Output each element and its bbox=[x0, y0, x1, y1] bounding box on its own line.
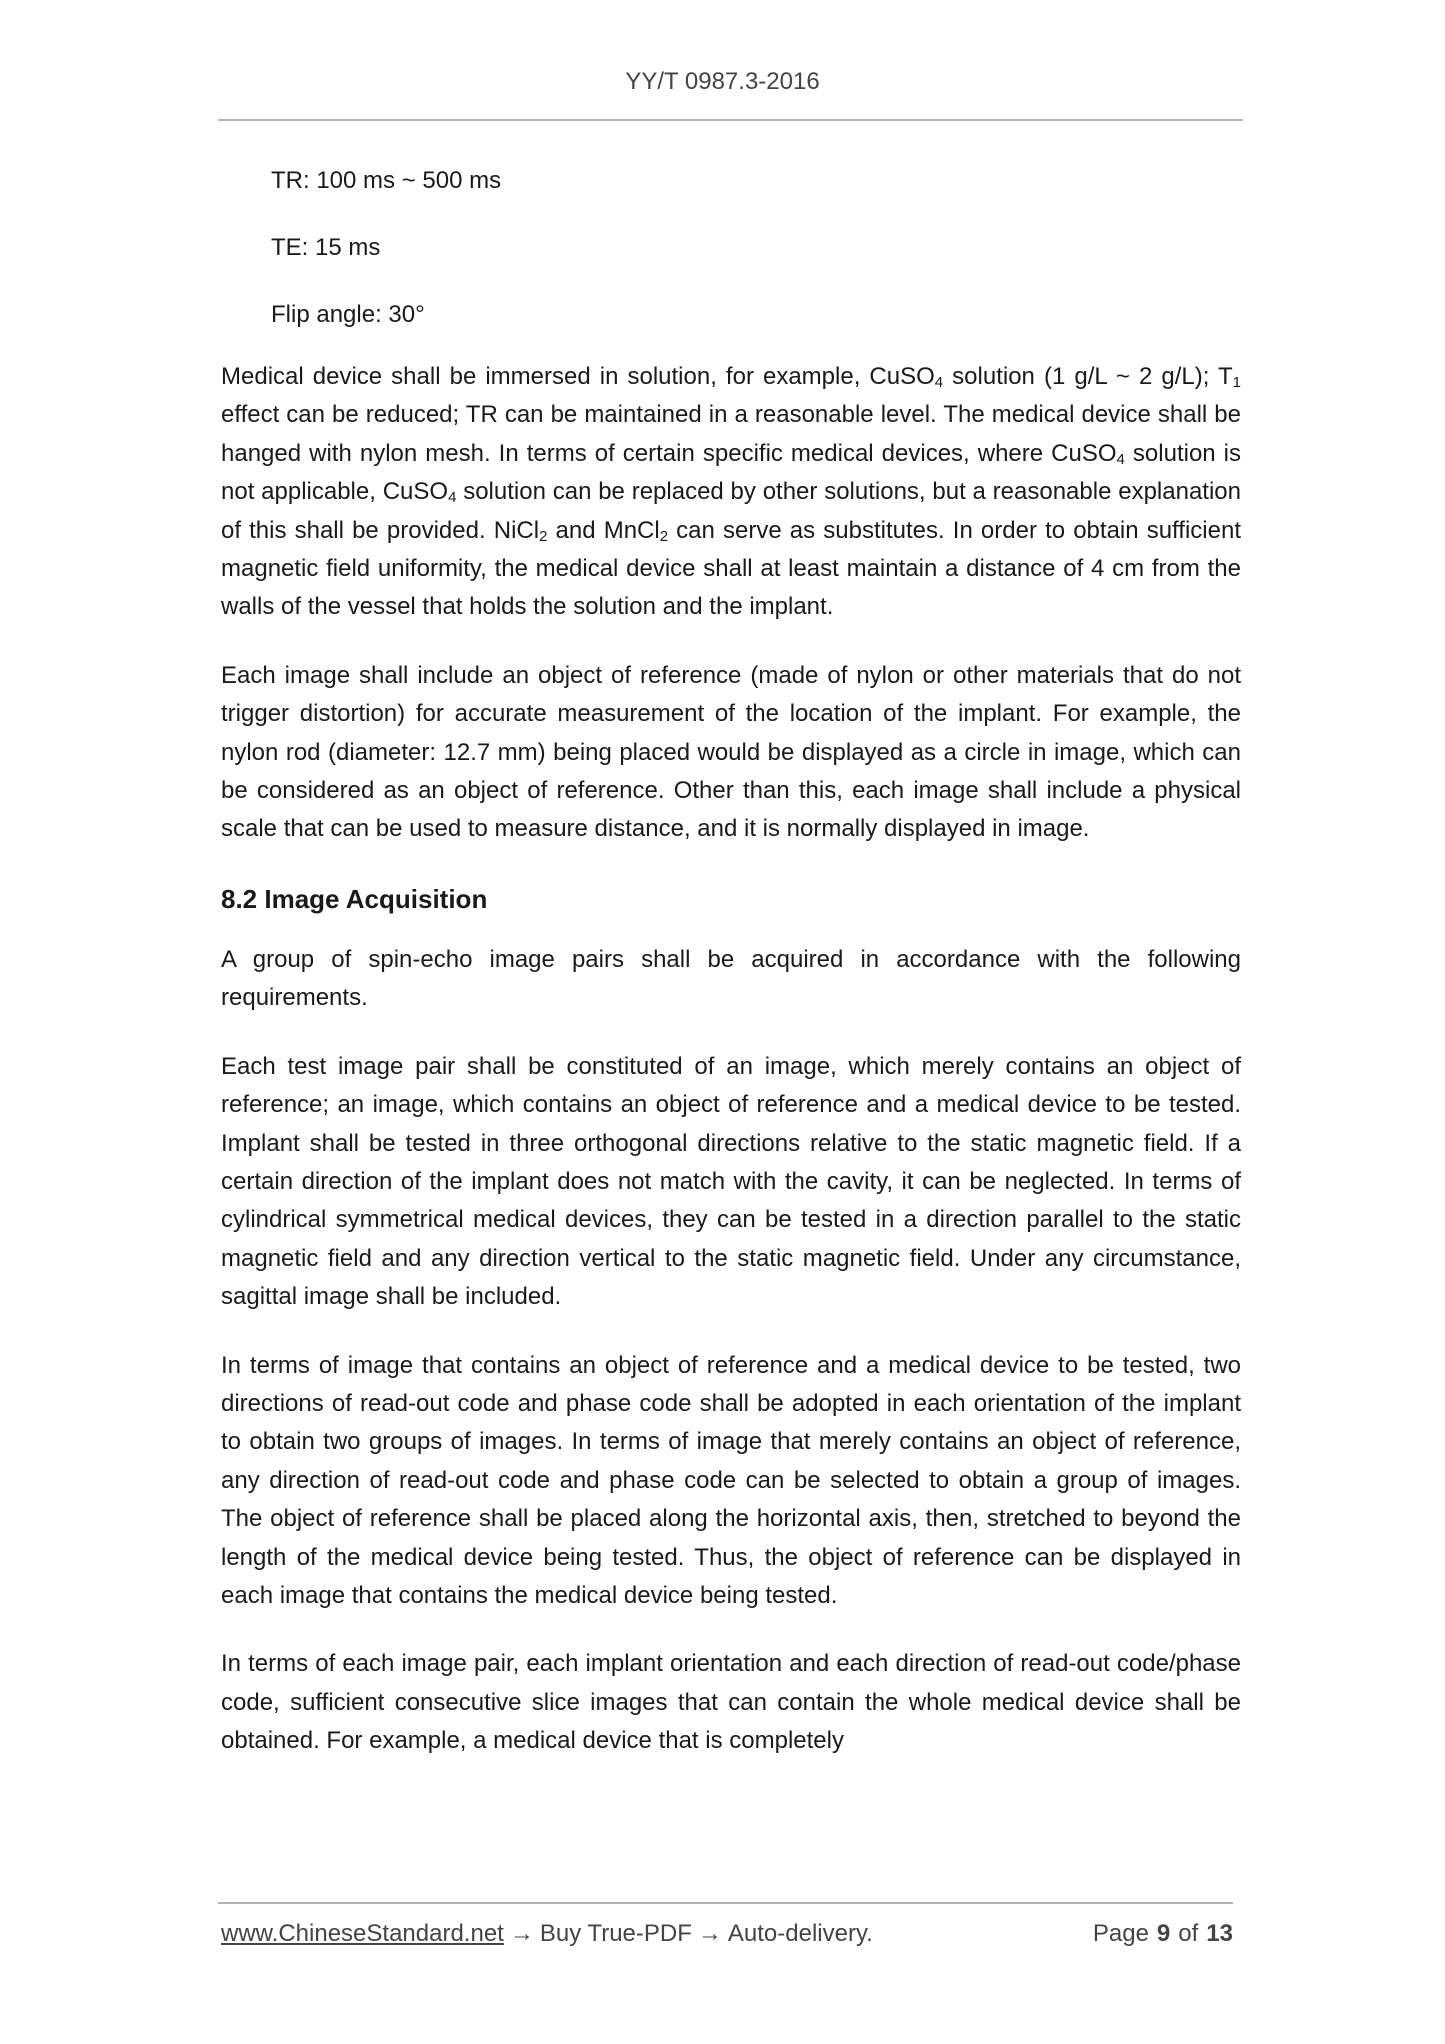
page-content bbox=[221, 164, 1241, 1761]
paragraph-readout-phase-code: In terms of image that contains an object of reference and a medical device to be tested, two directions of read-out code and phase code shall be adopted in each orientation of the implant to obtain two groups of images. In terms of image that merely contains an object of reference, any direction of read-out code and phase code can be selected to obtain a group of images. The object of reference shall be placed along the horizontal axis, then, stretched to beyond the length of the medical device being tested. Thus, the object of reference can be displayed in each image that contains the medical device being tested. bbox=[221, 1351, 1241, 1609]
page-label: Page bbox=[1092, 1920, 1149, 1947]
parameter-flip-angle: Flip angle: 30° bbox=[271, 301, 425, 328]
footer-buy-text: Buy True-PDF bbox=[539, 1920, 692, 1947]
paragraph-object-of-reference: Each image shall include an object of reference (made of nylon or other materials that do not trigger distortion) for accurate measurement of the location of the implant. For example, the nylon rod (diameter: 12.7 mm) being placed would be displayed as a circle in image, which can be considered as an object of reference. Other than this, each image shall include a physical scale that can be used to measure distance, and it is normally displayed in image. bbox=[221, 661, 1241, 843]
page-total: 13 bbox=[1206, 1920, 1233, 1947]
section-heading: 8.2 Image Acquisition bbox=[221, 883, 488, 914]
parameter-te: TE: 15 ms bbox=[271, 234, 381, 261]
paragraph-slice-images: In terms of each image pair, each implant orientation and each direction of read-out code/phase code, sufficient consecutive slice images that can contain the whole medical device shall be obtained. For example, a medical device that is completely bbox=[221, 1650, 1241, 1755]
paragraph-test-image-pair: Each test image pair shall be constituted of an image, which merely contains an object of reference; an image, which contains an object of reference and a medical device to be tested. Implant shall be tested in three orthogonal directions relative to the static magnetic field. If a certain direction of the implant does not match with the cavity, it can be neglected. In terms of cylindrical symmetrical medical devices, they can be tested in a direction parallel to the static magnetic field and any direction vertical to the static magnetic field. Under any circumstance, sagittal image shall be included. bbox=[221, 1052, 1241, 1311]
arrow-right-icon: → bbox=[697, 1920, 722, 1947]
chinesestandard-link[interactable]: www.ChineseStandard.net bbox=[221, 1920, 504, 1947]
of-label: of bbox=[1178, 1920, 1199, 1947]
footer-divider bbox=[218, 1902, 1233, 1904]
header-divider bbox=[218, 119, 1243, 121]
footer-promo bbox=[221, 1920, 873, 1948]
arrow-right-icon: → bbox=[509, 1920, 534, 1947]
paragraph-immersion-solution: Medical device shall be immersed in solution, for example, CuSO$_4$ solution (1 g/L ~ 2 g/L); $T_1$ effect can be reduced; TR can be maintained in a reasonable level. The medical device shall be hanged with nylon mesh. In terms of certain specific medical devices, where CuSO$_4$ solution is not applicable, CuSO$_4$ solution can be replaced by other solutions, but a reasonable explanation of this shall be provided. NiCl$_2$ and MnCl$_2$ can serve as substitutes. In order to obtain sufficient magnetic field uniformity, the medical device shall at least maintain a distance of 4 cm from the walls of the vessel that holds the solution and the implant. bbox=[221, 363, 1242, 621]
parameter-tr: TR: 100 ms ~ 500 ms bbox=[271, 167, 502, 194]
paragraph-spin-echo-requirements: A group of spin-echo image pairs shall be acquired in accordance with the following requirements. bbox=[221, 945, 1241, 1012]
footer-delivery-text: Auto-delivery. bbox=[727, 1920, 873, 1947]
page-indicator bbox=[1093, 1920, 1233, 1948]
page-current: 9 bbox=[1156, 1920, 1171, 1947]
document-header-title: YY/T 0987.3-2016 bbox=[625, 68, 820, 95]
